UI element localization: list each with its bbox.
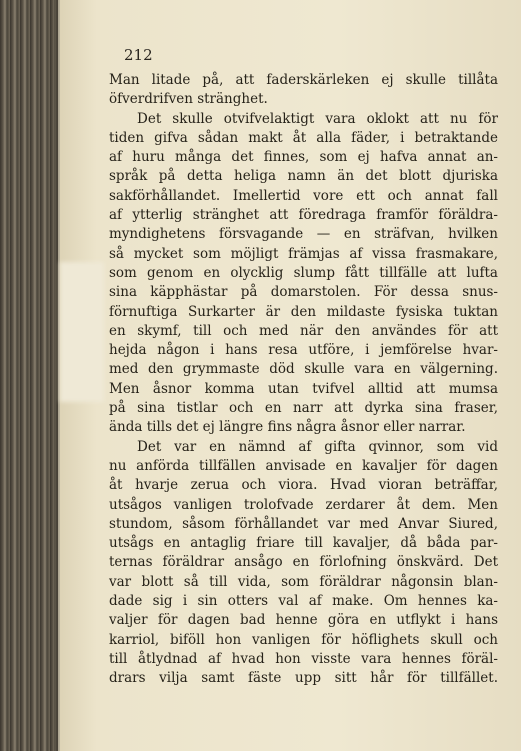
- text-line: sina käpphästar på domarstolen. För dessa snus-: [109, 284, 498, 301]
- text-line: öfverdrifven stränghet.: [109, 91, 268, 108]
- text-line: så mycket som möjligt främjas af vissa frasmakare,: [109, 245, 498, 262]
- text-line: språk på detta heliga namn än det blott djuriska: [109, 168, 498, 185]
- text-line: dade sig i sin otters val af make. Om hennes ka-: [109, 593, 498, 610]
- text-line: som genom en olycklig slump fått tillfälle att lufta: [109, 264, 498, 281]
- text-line: af huru många det finnes, som ej hafva annat an-: [109, 149, 498, 166]
- text-line: utsågos vanligen trolofvade zerdarer åt dem. Men: [109, 496, 498, 513]
- text-line: med den grymmaste död skulle vara en välgerning.: [109, 361, 498, 378]
- page-number: 212: [124, 46, 153, 64]
- text-line: förnuftiga Surkarter är den mildaste fysiska tuktan: [109, 303, 498, 320]
- text-line: nu anförda tillfällen anvisade en kavaljer för dagen: [109, 457, 498, 474]
- text-line: utsågs en antaglig friare till kavaljer, då båda par-: [109, 535, 498, 552]
- text-line: Men åsnor komma utan tvifvel alltid att mumsa: [109, 380, 498, 397]
- text-line: drars vilja samt fäste upp sitt hår för tillfället.: [109, 670, 498, 687]
- text-line: en skymf, till och med när den användes för att: [109, 322, 498, 339]
- text-line: karriol, biföll hon vanligen för höflighets skull och: [109, 631, 498, 648]
- text-line: stundom, såsom förhållandet var med Anvar Siured,: [109, 515, 498, 532]
- text-line: af ytterlig stränghet att föredraga framför föräldra-: [109, 207, 498, 224]
- text-line: ända tills det ej längre fins några åsnor eller narrar.: [109, 419, 466, 436]
- page-bleed-mark: [60, 262, 104, 402]
- text-line: hejda någon i hans resa utföre, i jemförelse hvar-: [109, 342, 498, 359]
- text-line: åt hvarje zerua och viora. Hvad vioran beträffar,: [109, 477, 498, 494]
- text-line: tiden gifva sådan makt åt alla fäder, i betraktande: [109, 129, 498, 146]
- text-line: till åtlydnad af hvad hon visste vara hennes föräl-: [109, 650, 498, 667]
- text-line: Det skulle otvifvelaktigt vara oklokt att nu för: [137, 110, 498, 127]
- text-line: ternas föräldrar ansågo en förlofning önskvärd. Det: [109, 554, 498, 571]
- text-line: Det var en nämnd af gifta qvinnor, som vid: [137, 438, 498, 455]
- text-line: sakförhållandet. Imellertid vore ett och annat fall: [109, 187, 498, 204]
- text-line: Man litade på, att faderskärleken ej skulle tillåta: [109, 72, 498, 88]
- text-line: valjer för dagen bad henne göra en utflykt i hans: [109, 612, 498, 629]
- text-line: på sina tistlar och en narr att dyrka sina fraser,: [109, 400, 498, 417]
- book-page-edges: [0, 0, 58, 751]
- text-line: var blott så till vida, som föräldrar någonsin blan-: [109, 573, 498, 590]
- text-line: myndighetens försvagande — en sträfvan, hvilken: [109, 226, 498, 243]
- body-text: [109, 71, 498, 689]
